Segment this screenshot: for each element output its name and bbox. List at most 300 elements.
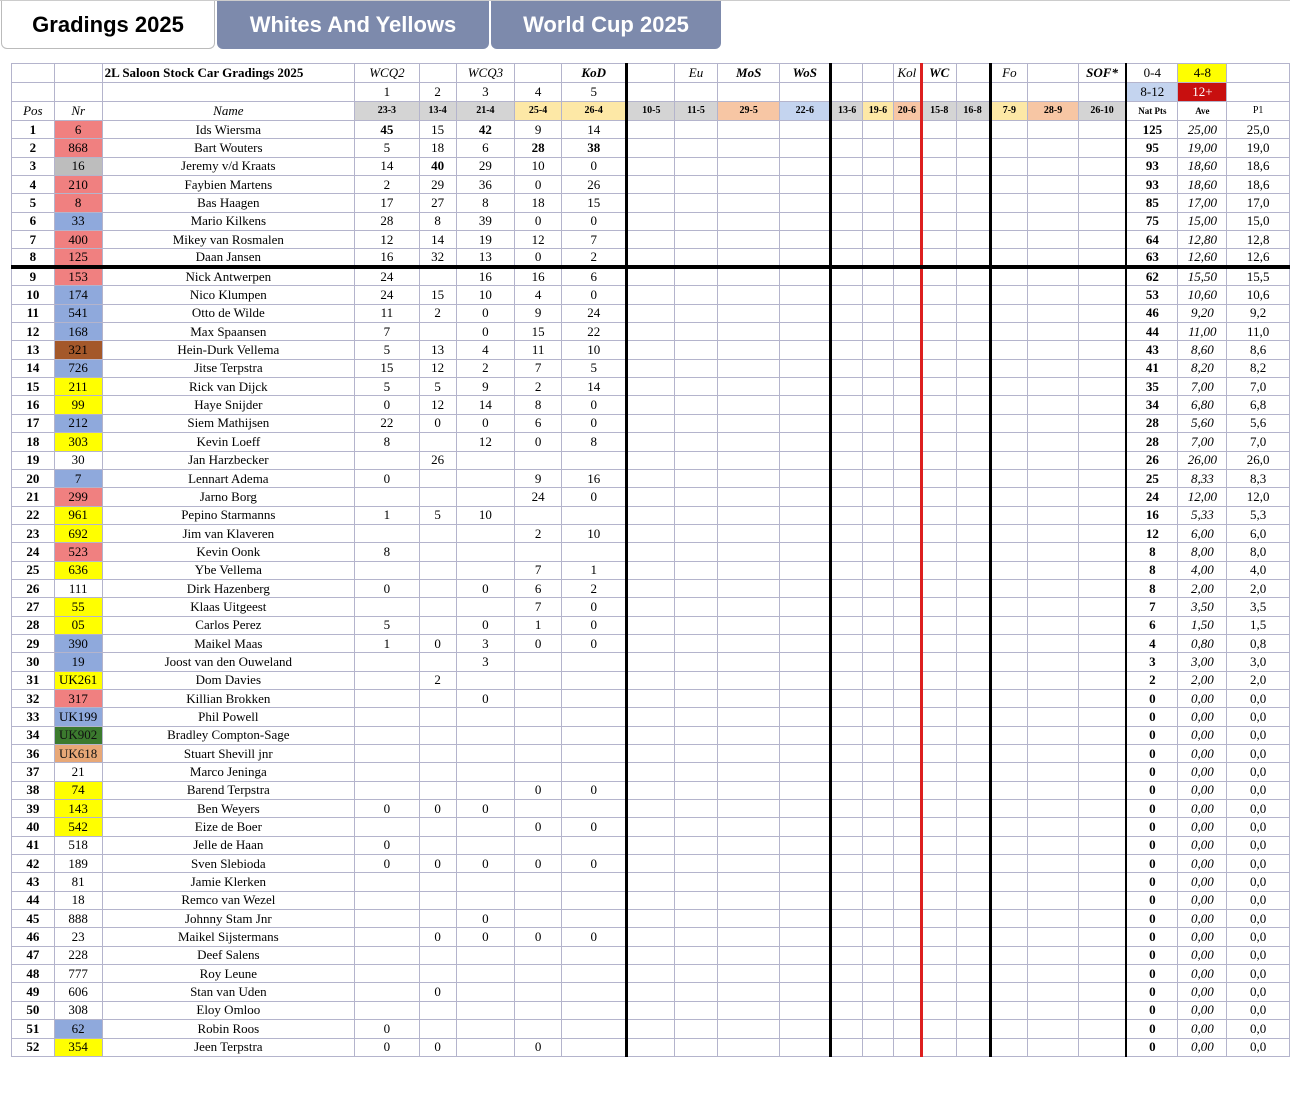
result-cell <box>515 1020 562 1038</box>
result-cell <box>717 891 780 909</box>
p1-value: 5,3 <box>1227 506 1290 524</box>
nat-pts: 0 <box>1126 800 1178 818</box>
result-cell <box>780 176 831 194</box>
result-cell <box>956 910 990 928</box>
result-cell <box>863 873 894 891</box>
result-cell <box>831 910 863 928</box>
result-cell <box>1028 451 1079 469</box>
result-cell <box>1028 800 1079 818</box>
result-cell <box>780 1020 831 1038</box>
result-cell <box>1028 212 1079 230</box>
result-cell <box>627 433 675 451</box>
result-cell: 2 <box>456 359 515 377</box>
pos-cell: 7 <box>12 231 55 249</box>
result-cell <box>990 488 1028 506</box>
nat-pts: 8 <box>1126 579 1178 597</box>
result-cell: 0 <box>355 469 420 487</box>
result-cell <box>921 396 956 414</box>
nat-pts: 95 <box>1126 139 1178 157</box>
event-header-10 <box>863 64 894 83</box>
result-cell: 17 <box>355 194 420 212</box>
result-cell <box>675 561 718 579</box>
table-row <box>12 286 1290 304</box>
result-cell: 10 <box>515 157 562 175</box>
result-cell <box>1078 121 1126 139</box>
result-cell: 0 <box>561 818 627 836</box>
table-row <box>12 598 1290 616</box>
result-cell <box>956 469 990 487</box>
pos-cell: 45 <box>12 910 55 928</box>
round-header-1: 2 <box>419 83 456 102</box>
result-cell <box>893 543 921 561</box>
result-cell: 0 <box>355 579 420 597</box>
result-cell <box>863 121 894 139</box>
event-header-4: KoD <box>561 64 627 83</box>
average: 15,00 <box>1178 212 1227 230</box>
average: 11,00 <box>1178 323 1227 341</box>
result-cell <box>1028 524 1079 542</box>
average: 8,20 <box>1178 359 1227 377</box>
round-header-14 <box>990 83 1028 102</box>
result-cell <box>1028 965 1079 983</box>
result-cell <box>675 524 718 542</box>
result-cell <box>627 928 675 946</box>
nat-pts: 28 <box>1126 414 1178 432</box>
result-cell <box>956 598 990 616</box>
driver-name: Robin Roos <box>102 1020 354 1038</box>
result-cell <box>990 763 1028 781</box>
result-cell <box>355 891 420 909</box>
result-cell <box>956 488 990 506</box>
result-cell <box>863 341 894 359</box>
pos-cell: 10 <box>12 286 55 304</box>
result-cell <box>956 891 990 909</box>
result-cell <box>355 910 420 928</box>
car-number: 212 <box>54 414 102 432</box>
result-cell <box>1028 286 1079 304</box>
header-blank <box>12 83 55 102</box>
result-cell <box>1078 286 1126 304</box>
car-number: 541 <box>54 304 102 322</box>
p1-value: 10,6 <box>1227 286 1290 304</box>
result-cell <box>780 1038 831 1056</box>
result-cell <box>717 671 780 689</box>
result-cell <box>675 433 718 451</box>
driver-name: Siem Mathijsen <box>102 414 354 432</box>
driver-name: Nick Antwerpen <box>102 267 354 286</box>
result-cell <box>831 451 863 469</box>
result-cell <box>515 946 562 964</box>
driver-name: Jan Harzbecker <box>102 451 354 469</box>
result-cell <box>717 506 780 524</box>
car-number: 33 <box>54 212 102 230</box>
result-cell <box>1028 506 1079 524</box>
result-cell <box>863 414 894 432</box>
result-cell <box>893 598 921 616</box>
result-cell <box>990 121 1028 139</box>
date-23-3: 23-3 <box>355 102 420 121</box>
date-29-5: 29-5 <box>717 102 780 121</box>
round-header-15 <box>1028 83 1079 102</box>
result-cell <box>1078 983 1126 1001</box>
result-cell <box>831 616 863 634</box>
p1-value: 26,0 <box>1227 451 1290 469</box>
pos-cell: 44 <box>12 891 55 909</box>
result-cell <box>831 249 863 268</box>
result-cell <box>419 891 456 909</box>
pos-cell: 13 <box>12 341 55 359</box>
result-cell <box>515 836 562 854</box>
average: 1,50 <box>1178 616 1227 634</box>
result-cell <box>419 726 456 744</box>
result-cell: 0 <box>456 800 515 818</box>
result-cell: 8 <box>515 396 562 414</box>
result-cell <box>780 378 831 396</box>
col-nr: Nr <box>54 102 102 121</box>
result-cell <box>893 726 921 744</box>
result-cell <box>675 249 718 268</box>
result-cell: 5 <box>355 341 420 359</box>
nat-pts: 0 <box>1126 910 1178 928</box>
average: 26,00 <box>1178 451 1227 469</box>
result-cell: 0 <box>515 855 562 873</box>
car-number: UK902 <box>54 726 102 744</box>
result-cell <box>921 414 956 432</box>
p1-value: 1,5 <box>1227 616 1290 634</box>
nat-pts: 7 <box>1126 598 1178 616</box>
driver-name: Phil Powell <box>102 708 354 726</box>
driver-name: Jim van Klaveren <box>102 524 354 542</box>
result-cell <box>893 433 921 451</box>
driver-name: Ids Wiersma <box>102 121 354 139</box>
col-ave: Ave <box>1178 102 1227 121</box>
result-cell: 5 <box>355 139 420 157</box>
tab-whites-and-yellows[interactable]: Whites And Yellows <box>217 1 489 49</box>
result-cell <box>921 378 956 396</box>
result-cell: 0 <box>515 1038 562 1056</box>
result-cell <box>956 818 990 836</box>
table-row <box>12 745 1290 763</box>
result-cell <box>863 231 894 249</box>
average: 0,00 <box>1178 983 1227 1001</box>
result-cell <box>456 524 515 542</box>
result-cell: 0 <box>419 634 456 652</box>
result-cell: 2 <box>355 176 420 194</box>
result-cell <box>831 414 863 432</box>
result-cell <box>419 910 456 928</box>
result-cell: 1 <box>355 634 420 652</box>
table-row <box>12 378 1290 396</box>
result-cell <box>355 928 420 946</box>
result-cell <box>627 653 675 671</box>
result-cell <box>893 634 921 652</box>
result-cell: 0 <box>456 304 515 322</box>
result-cell: 6 <box>561 267 627 286</box>
result-cell <box>515 873 562 891</box>
result-cell <box>990 708 1028 726</box>
result-cell <box>831 378 863 396</box>
result-cell <box>627 304 675 322</box>
table-row <box>12 836 1290 854</box>
result-cell <box>627 965 675 983</box>
result-cell <box>717 598 780 616</box>
result-cell <box>675 616 718 634</box>
result-cell <box>1028 855 1079 873</box>
result-cell: 0 <box>561 598 627 616</box>
result-cell <box>863 359 894 377</box>
result-cell <box>921 176 956 194</box>
result-cell: 5 <box>355 616 420 634</box>
legend-4-8: 4-8 <box>1178 64 1227 83</box>
p1-value: 0,0 <box>1227 1020 1290 1038</box>
pos-cell: 31 <box>12 671 55 689</box>
result-cell <box>990 396 1028 414</box>
result-cell <box>717 212 780 230</box>
result-cell <box>1028 616 1079 634</box>
result-cell <box>1028 598 1079 616</box>
result-cell <box>456 1001 515 1019</box>
result-cell <box>863 891 894 909</box>
result-cell <box>921 616 956 634</box>
result-cell <box>990 543 1028 561</box>
result-cell: 1 <box>355 506 420 524</box>
result-cell <box>921 488 956 506</box>
result-cell <box>675 910 718 928</box>
pos-cell: 51 <box>12 1020 55 1038</box>
p1-value: 3,5 <box>1227 598 1290 616</box>
result-cell <box>419 653 456 671</box>
result-cell: 15 <box>419 286 456 304</box>
result-cell <box>419 543 456 561</box>
pos-cell: 36 <box>12 745 55 763</box>
result-cell <box>1078 598 1126 616</box>
result-cell <box>893 267 921 286</box>
result-cell <box>863 157 894 175</box>
table-row <box>12 818 1290 836</box>
result-cell <box>1028 1038 1079 1056</box>
nat-pts: 43 <box>1126 341 1178 359</box>
header-blank <box>12 64 55 83</box>
result-cell <box>561 653 627 671</box>
p1-value: 0,0 <box>1227 708 1290 726</box>
result-cell: 5 <box>561 359 627 377</box>
result-cell <box>515 543 562 561</box>
result-cell <box>717 579 780 597</box>
result-cell <box>627 396 675 414</box>
table-row <box>12 708 1290 726</box>
pos-cell: 52 <box>12 1038 55 1056</box>
result-cell <box>893 469 921 487</box>
result-cell: 0 <box>515 634 562 652</box>
result-cell <box>1078 763 1126 781</box>
result-cell <box>561 1001 627 1019</box>
result-cell <box>1028 726 1079 744</box>
nat-pts: 0 <box>1126 836 1178 854</box>
car-number: 210 <box>54 176 102 194</box>
car-number: 23 <box>54 928 102 946</box>
nat-pts: 34 <box>1126 396 1178 414</box>
result-cell: 14 <box>561 378 627 396</box>
result-cell <box>990 1020 1028 1038</box>
result-cell <box>780 488 831 506</box>
result-cell <box>419 323 456 341</box>
driver-name: Roy Leune <box>102 965 354 983</box>
result-cell <box>456 451 515 469</box>
nat-pts: 0 <box>1126 946 1178 964</box>
driver-name: Kevin Oonk <box>102 543 354 561</box>
col-nat-pts: Nat Pts <box>1126 102 1178 121</box>
result-cell <box>780 910 831 928</box>
result-cell: 16 <box>355 249 420 268</box>
result-cell <box>1028 745 1079 763</box>
result-cell <box>717 323 780 341</box>
result-cell: 15 <box>419 121 456 139</box>
result-cell <box>831 891 863 909</box>
p1-value: 7,0 <box>1227 378 1290 396</box>
result-cell: 28 <box>515 139 562 157</box>
nat-pts: 28 <box>1126 433 1178 451</box>
result-cell: 24 <box>355 267 420 286</box>
result-cell <box>921 873 956 891</box>
average: 0,00 <box>1178 800 1227 818</box>
result-cell <box>990 855 1028 873</box>
result-cell <box>675 1038 718 1056</box>
result-cell <box>1028 561 1079 579</box>
result-cell <box>561 543 627 561</box>
result-cell <box>515 891 562 909</box>
result-cell <box>1028 396 1079 414</box>
result-cell <box>831 396 863 414</box>
car-number: 777 <box>54 965 102 983</box>
result-cell: 0 <box>515 781 562 799</box>
result-cell <box>893 506 921 524</box>
result-cell <box>863 212 894 230</box>
result-cell <box>893 763 921 781</box>
result-cell <box>1028 836 1079 854</box>
table-row <box>12 965 1290 983</box>
result-cell <box>893 341 921 359</box>
nat-pts: 0 <box>1126 745 1178 763</box>
p1-value: 25,0 <box>1227 121 1290 139</box>
car-number: 542 <box>54 818 102 836</box>
result-cell <box>990 634 1028 652</box>
result-cell <box>893 708 921 726</box>
result-cell <box>863 634 894 652</box>
result-cell <box>956 708 990 726</box>
round-header-5 <box>627 83 675 102</box>
result-cell <box>561 708 627 726</box>
nat-pts: 125 <box>1126 121 1178 139</box>
result-cell <box>675 543 718 561</box>
result-cell <box>831 157 863 175</box>
result-cell <box>956 1001 990 1019</box>
date-21-4: 21-4 <box>456 102 515 121</box>
result-cell: 0 <box>456 323 515 341</box>
result-cell <box>893 910 921 928</box>
average: 4,00 <box>1178 561 1227 579</box>
tab-world-cup-2025[interactable]: World Cup 2025 <box>491 1 721 49</box>
result-cell <box>831 836 863 854</box>
driver-name: Maikel Maas <box>102 634 354 652</box>
car-number: 62 <box>54 1020 102 1038</box>
average: 12,60 <box>1178 249 1227 268</box>
result-cell <box>780 524 831 542</box>
result-cell <box>675 139 718 157</box>
car-number: 16 <box>54 157 102 175</box>
result-cell <box>1028 378 1079 396</box>
average: 7,00 <box>1178 378 1227 396</box>
result-cell <box>1028 910 1079 928</box>
car-number: 168 <box>54 323 102 341</box>
result-cell <box>863 671 894 689</box>
result-cell <box>780 469 831 487</box>
result-cell <box>921 598 956 616</box>
result-cell <box>956 267 990 286</box>
table-row <box>12 1020 1290 1038</box>
result-cell <box>921 855 956 873</box>
result-cell <box>456 891 515 909</box>
result-cell <box>561 451 627 469</box>
p1-value: 3,0 <box>1227 653 1290 671</box>
pos-cell: 4 <box>12 176 55 194</box>
result-cell <box>863 249 894 268</box>
result-cell: 0 <box>561 928 627 946</box>
result-cell <box>956 359 990 377</box>
p1-value: 15,0 <box>1227 212 1290 230</box>
pos-cell: 50 <box>12 1001 55 1019</box>
average: 5,60 <box>1178 414 1227 432</box>
average: 18,60 <box>1178 176 1227 194</box>
nat-pts: 0 <box>1126 1020 1178 1038</box>
driver-name: Johnny Stam Jnr <box>102 910 354 928</box>
result-cell <box>893 396 921 414</box>
result-cell <box>921 286 956 304</box>
table-row <box>12 653 1290 671</box>
result-cell <box>780 414 831 432</box>
average: 12,80 <box>1178 231 1227 249</box>
driver-name: Max Spaansen <box>102 323 354 341</box>
result-cell <box>675 488 718 506</box>
result-cell <box>921 543 956 561</box>
nat-pts: 8 <box>1126 543 1178 561</box>
car-number: 8 <box>54 194 102 212</box>
result-cell <box>1078 928 1126 946</box>
result-cell <box>1028 231 1079 249</box>
result-cell: 12 <box>515 231 562 249</box>
result-cell: 5 <box>355 378 420 396</box>
result-cell <box>956 176 990 194</box>
pos-cell: 41 <box>12 836 55 854</box>
result-cell <box>561 891 627 909</box>
car-number: 55 <box>54 598 102 616</box>
result-cell <box>675 928 718 946</box>
tab-gradings-2025[interactable]: Gradings 2025 <box>1 1 215 49</box>
result-cell <box>990 1001 1028 1019</box>
legend-12-plus: 12+ <box>1178 83 1227 102</box>
result-cell: 2 <box>561 579 627 597</box>
result-cell <box>456 873 515 891</box>
result-cell <box>956 433 990 451</box>
result-cell <box>863 781 894 799</box>
result-cell <box>419 745 456 763</box>
result-cell <box>717 249 780 268</box>
pos-cell: 22 <box>12 506 55 524</box>
result-cell <box>990 157 1028 175</box>
result-cell <box>717 414 780 432</box>
driver-name: Joost van den Ouweland <box>102 653 354 671</box>
result-cell <box>1028 543 1079 561</box>
result-cell: 10 <box>456 506 515 524</box>
